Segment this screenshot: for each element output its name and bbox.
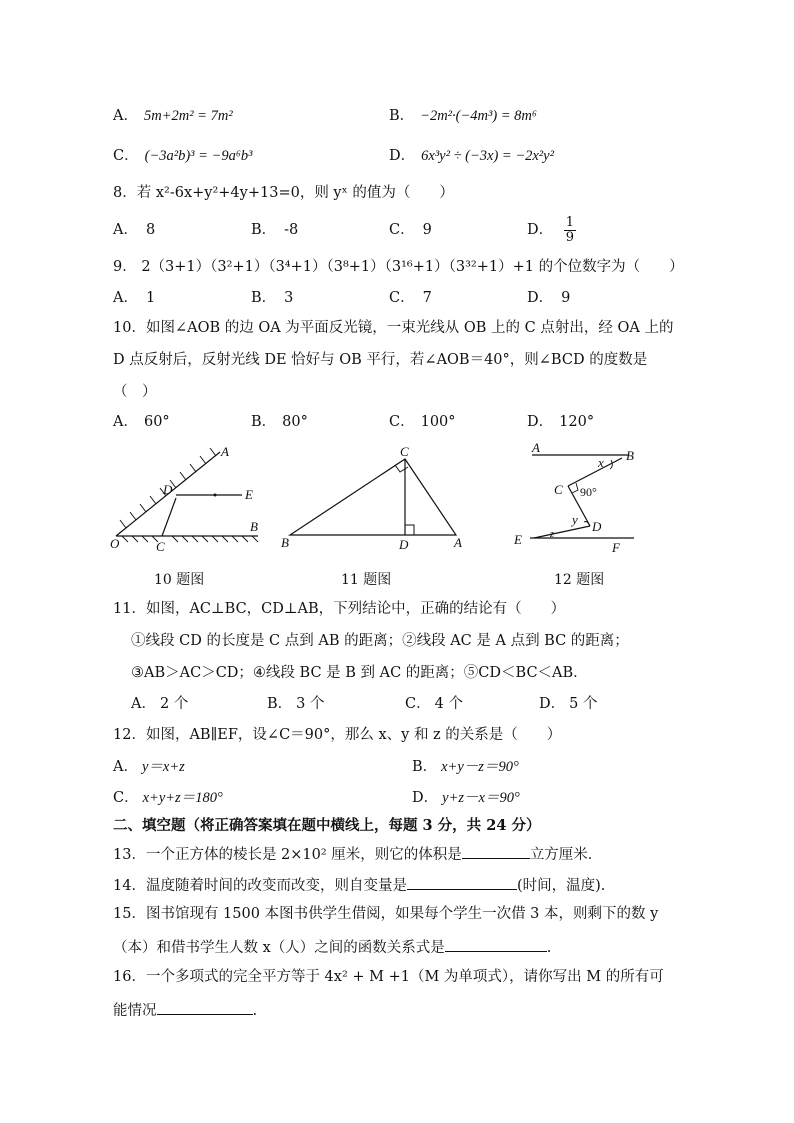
q15-line1: 15．图书馆现有 1500 本图书供学生借阅，如果每个学生一次借 3 本，则剩下的数 y — [113, 906, 659, 922]
q14-answer-blank — [407, 874, 517, 890]
fig11-label-d: D — [399, 537, 409, 552]
fig12-segment-bc — [568, 458, 622, 486]
fig12-label-c: C — [554, 482, 563, 497]
fig12-label-z: z — [550, 529, 554, 540]
q9-option-d: D． 9 — [527, 290, 571, 306]
fig12-label-90: 90° — [580, 485, 597, 499]
fig10-label-b: B — [250, 519, 258, 534]
q9-option-a: A． 1 — [113, 290, 156, 306]
fig12-label-a: A — [532, 440, 540, 455]
q11-option-b: B． 3 个 — [267, 696, 325, 712]
fig10-label-o: O — [110, 536, 120, 551]
q15-line2: （本）和借书学生人数 x（人）之间的函数关系式是 . — [113, 936, 551, 958]
q8-stem: 8．若 x²-6x+y²+4y+13=0，则 yˣ 的值为（ ） — [113, 185, 454, 201]
q8-option-c: C． 9 — [389, 222, 432, 238]
fig11-label-c: C — [400, 445, 409, 459]
q7-option-b-expr: −2m²·(−4m³) = 8m⁶ — [420, 108, 537, 124]
q11-option-a: A． 2 个 — [131, 696, 189, 712]
q10-option-d: D． 120° — [527, 414, 595, 430]
q12-option-c: C． x+y+z＝180° — [113, 790, 223, 806]
fig10-label-c: C — [156, 539, 165, 554]
q10-option-b: B． 80° — [251, 414, 308, 430]
q13: 13．一个正方体的棱长是 2×10² 厘米，则它的体积是 立方厘米． — [113, 843, 602, 865]
q14: 14．温度随着时间的改变而改变，则自变量是 (时间，温度). — [113, 874, 605, 896]
fig12-segment-de — [534, 526, 590, 538]
q10-stem-line1: 10．如图∠AOB 的边 OA 为平面反光镜，一束光线从 OB 上的 C 点射出，经 OA 上的 — [113, 320, 674, 336]
fig10-caption: 10 题图 — [154, 572, 205, 588]
q7-option-a: A． 5m+2m² = 7m² — [113, 108, 233, 124]
q11-option-d: D． 5 个 — [539, 696, 598, 712]
q7-option-c-expr: (−3a²b)³ = −9a⁶b³ — [144, 148, 253, 164]
fig12-right-angle-c — [572, 483, 578, 493]
q11-stem: 11．如图，AC⊥BC，CD⊥AB，下列结论中，正确的结论有（ ） — [113, 601, 566, 617]
figure-10 — [108, 440, 268, 555]
q10-stem-line2: D 点反射后，反射光线 DE 恰好与 OB 平行，若∠AOB＝40°，则∠BCD 的度数是 — [113, 352, 648, 368]
figure-11 — [278, 445, 468, 555]
q7-option-c: C． (−3a²b)³ = −9a⁶b³ — [113, 148, 253, 164]
fig12-label-y: y — [572, 512, 578, 527]
fig12-label-f: F — [612, 540, 620, 555]
fig11-caption: 11 题图 — [341, 572, 392, 588]
q8-fraction: $\frac{1}{9}$ — [565, 214, 575, 245]
fig11-right-angle-c — [395, 465, 408, 472]
fig12-label-d: D — [592, 519, 602, 534]
fig10-label-a: A — [221, 444, 229, 459]
figure-12 — [510, 440, 650, 555]
fig10-ground-hatch — [122, 536, 258, 542]
q16-line2: 能情况 . — [113, 999, 257, 1021]
q9-option-c: C． 7 — [389, 290, 432, 306]
fig11-right-angle-d — [405, 525, 414, 535]
section-2-heading: 二、填空题（将正确答案填在题中横线上，每题 3 分，共 24 分） — [113, 817, 541, 834]
q10-option-c: C． 100° — [389, 414, 456, 430]
q9-stem: 9． 2（3+1）（3²+1）（3⁴+1）（3⁸+1）（3¹⁶+1）（3³²+1）+1 的个位数字为（ ） — [113, 259, 684, 275]
q16-line1: 16．一个多项式的完全平方等于 4x² + M +1（M 为单项式），请你写出 M 的所有可 — [113, 969, 664, 985]
fig10-label-d: D — [163, 482, 173, 497]
fig10-ray-cd — [162, 498, 176, 536]
fig11-label-a: A — [454, 535, 462, 550]
q11-statements-2: ③AB＞AC＞CD；④线段 BC 是 B 到 AC 的距离；⑤CD＜BC＜AB． — [131, 665, 588, 681]
fig10-label-e: E — [245, 487, 253, 502]
fig12-caption: 12 题图 — [554, 572, 605, 588]
q13-answer-blank — [462, 843, 530, 859]
fig12-label-x: x — [598, 455, 604, 470]
q7-option-d-expr: 6x³y² ÷ (−3x) = −2x²y² — [421, 148, 554, 164]
q8-option-b: B． -8 — [251, 222, 299, 238]
fig11-triangle — [290, 459, 456, 535]
q12-option-b: B． x+y－z＝90° — [412, 759, 519, 775]
q7-option-d: D． 6x³y² ÷ (−3x) = −2x²y² — [389, 148, 554, 164]
q8-option-d: D． $\frac{1}{9}$ — [527, 214, 575, 245]
q12-option-a: A． y＝x+z — [113, 759, 185, 775]
q11-statements-1: ①线段 CD 的长度是 C 点到 AB 的距离；②线段 AC 是 A 点到 BC 的距离； — [131, 633, 629, 649]
q7-option-a-expr: 5m+2m² = 7m² — [143, 108, 233, 124]
q7-option-b: B． −2m²·(−4m³) = 8m⁶ — [389, 108, 537, 124]
q10-stem-line3: （ ） — [113, 384, 157, 400]
fig12-label-e: E — [514, 532, 522, 547]
q8-option-a: A． 8 — [113, 222, 156, 238]
q12-option-d: D． y+z－x＝90° — [412, 790, 520, 806]
q12-stem: 12．如图，AB∥EF，设∠C＝90°，那么 x、y 和 z 的关系是（ ） — [113, 727, 562, 743]
fig10-ray-marker — [214, 494, 217, 497]
q15-answer-blank — [445, 936, 547, 952]
q9-option-b: B． 3 — [251, 290, 294, 306]
q11-option-c: C． 4 个 — [405, 696, 463, 712]
q16-answer-blank — [157, 999, 253, 1015]
fig12-label-b: B — [626, 448, 634, 463]
q10-option-a: A． 60° — [113, 414, 170, 430]
fig11-label-b: B — [281, 535, 289, 550]
